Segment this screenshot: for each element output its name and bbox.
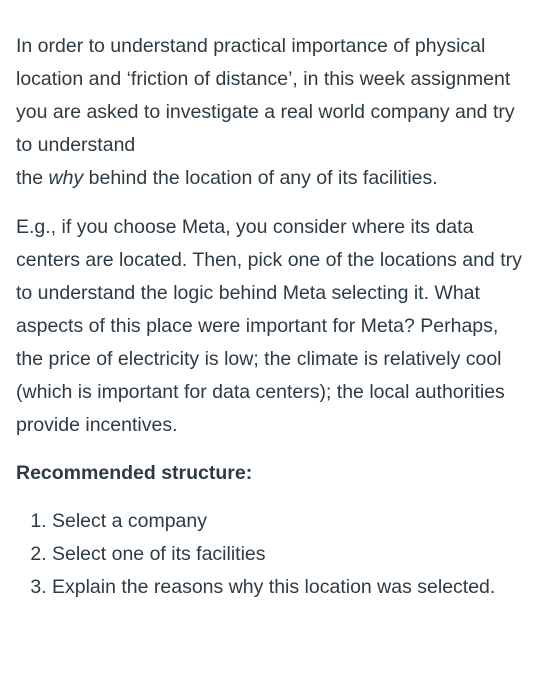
intro-paragraph <box>16 30 526 195</box>
structure-list <box>16 505 526 604</box>
assignment-content <box>16 30 526 604</box>
intro-line-start: the <box>16 167 49 189</box>
list-item: 3. Explain the reasons why this location was selected. <box>52 571 526 604</box>
list-item: 2. Select one of its facilities <box>52 538 526 571</box>
emphasis-why: why <box>48 167 84 189</box>
example-paragraph: E.g., if you choose Meta, you consider where its data centers are located. Then, pick one of the locations and try to understand the logic behind Meta selecting it. What aspects of this place were important for Meta? Perhaps, the price of electricity is low; the climate is relatively cool (which is important for data centers); the local authorities provide incentives. <box>16 216 522 436</box>
intro-text-end: behind the location of any of its facilities. <box>83 167 438 189</box>
list-item: 1. Select a company <box>52 505 526 538</box>
intro-text: In order to understand practical importance of physical location and ‘friction of distance’, in this week assignment you are asked to investigate a real world company and try to understand <box>16 35 515 156</box>
structure-heading: Recommended structure: <box>16 462 253 484</box>
